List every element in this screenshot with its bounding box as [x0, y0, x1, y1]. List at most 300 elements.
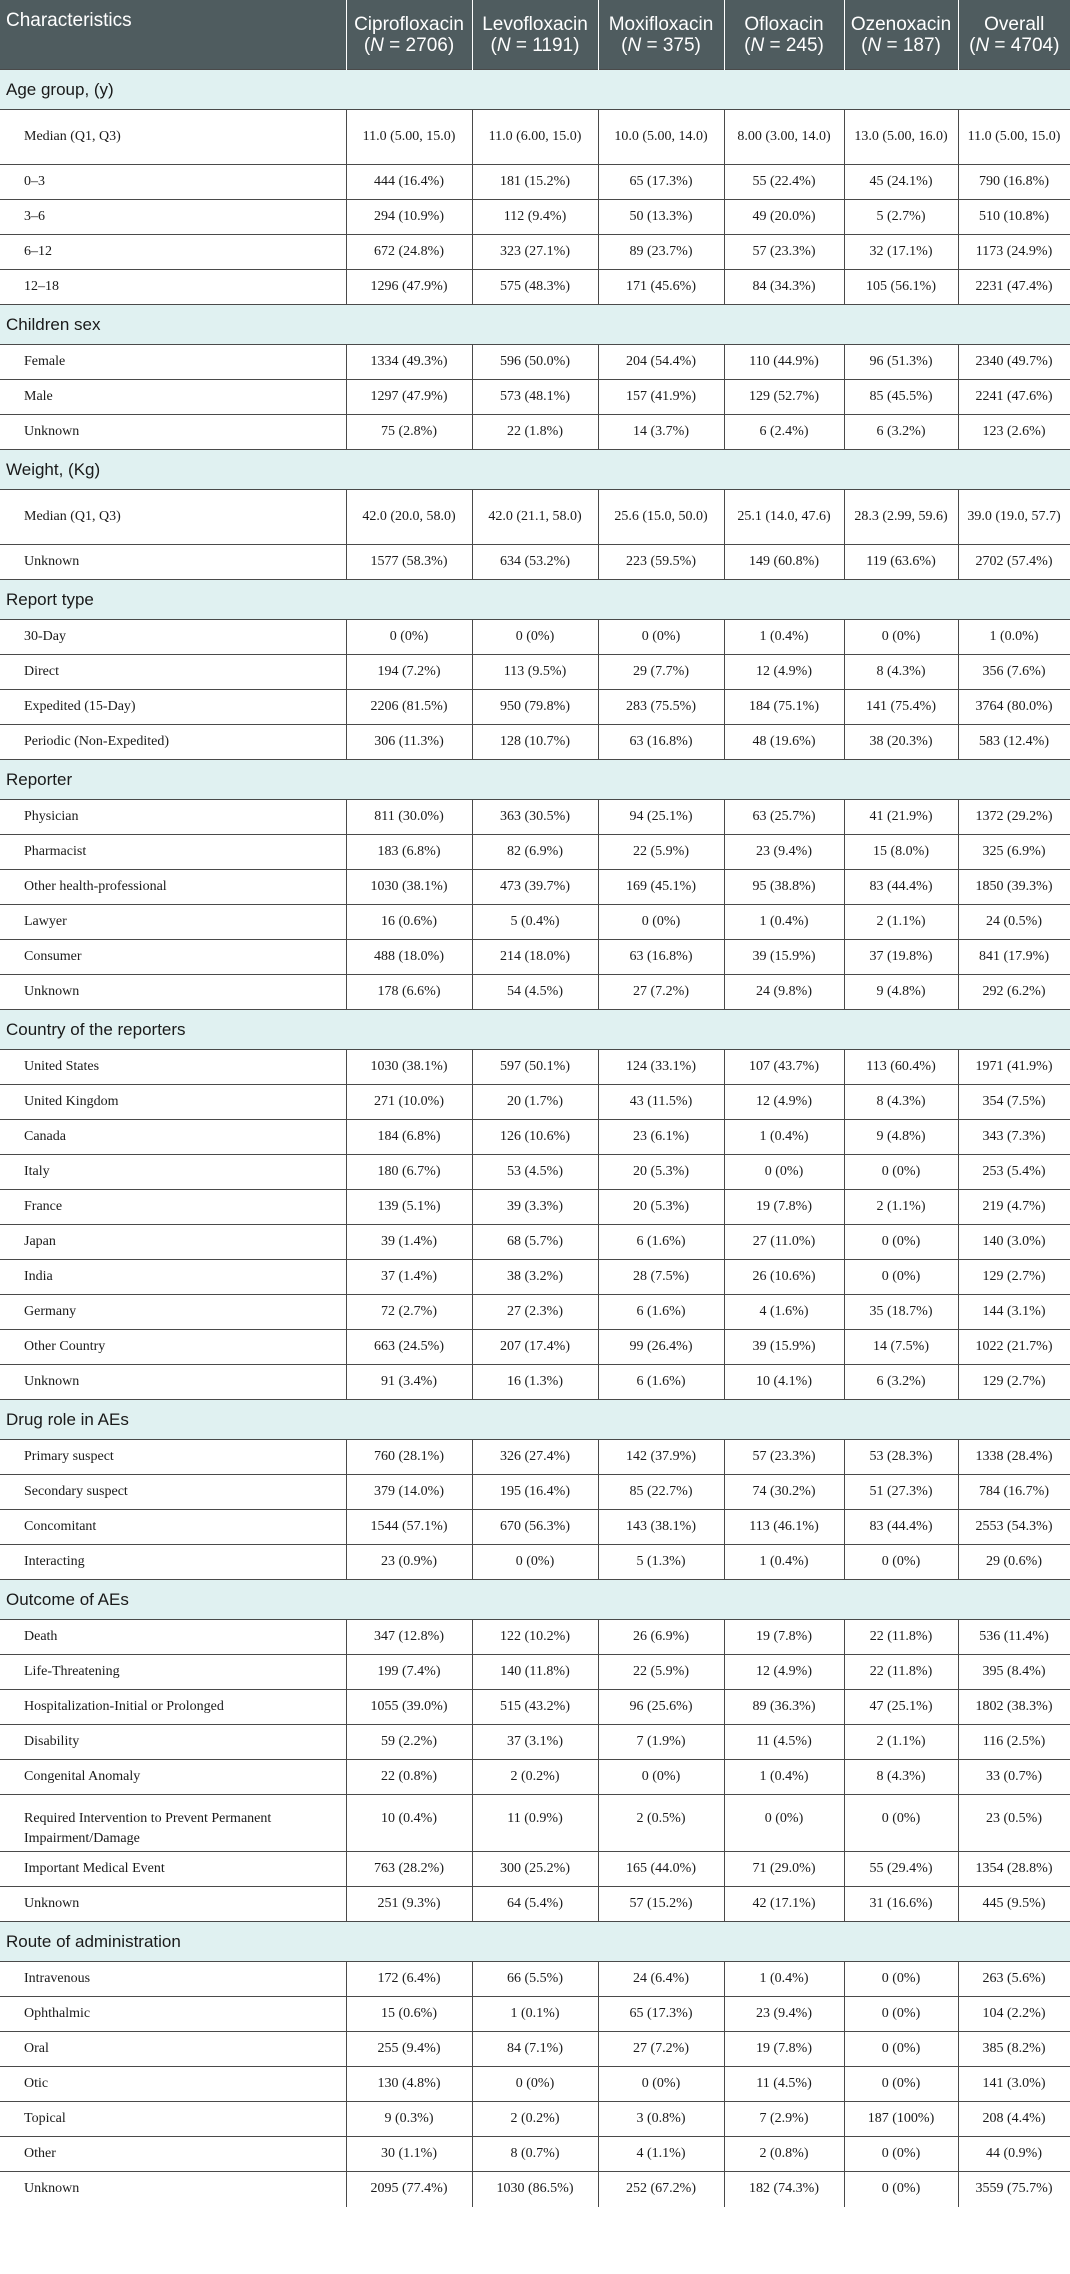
table-row	[0, 490, 1070, 545]
table-cell: 42.0 (20.0, 58.0)	[346, 490, 472, 545]
table-cell: 1022 (21.7%)	[958, 1330, 1070, 1365]
row-label: Median (Q1, Q3)	[0, 110, 346, 165]
table-cell: 0 (0%)	[472, 1545, 598, 1580]
table-cell: 2 (0.2%)	[472, 1760, 598, 1795]
table-cell: 1577 (58.3%)	[346, 545, 472, 580]
table-row	[0, 1620, 1070, 1655]
table-cell: 841 (17.9%)	[958, 940, 1070, 975]
row-label: Ophthalmic	[0, 1997, 346, 2032]
table-cell: 2 (1.1%)	[844, 905, 958, 940]
table-cell: 11.0 (5.00, 15.0)	[346, 110, 472, 165]
table-cell: 129 (52.7%)	[724, 380, 844, 415]
table-cell: 811 (30.0%)	[346, 800, 472, 835]
table-cell: 575 (48.3%)	[472, 270, 598, 305]
table-cell: 126 (10.6%)	[472, 1120, 598, 1155]
header-drug-name: Overall	[984, 13, 1045, 35]
table-cell: 9 (4.8%)	[844, 1120, 958, 1155]
row-label: Interacting	[0, 1545, 346, 1580]
section-title: Report type	[0, 580, 1070, 620]
table-cell: 950 (79.8%)	[472, 690, 598, 725]
table-cell: 149 (60.8%)	[724, 545, 844, 580]
table-cell: 5 (1.3%)	[598, 1545, 724, 1580]
header-drug-name: Levofloxacin	[482, 13, 588, 35]
table-cell: 670 (56.3%)	[472, 1510, 598, 1545]
table-cell: 2095 (77.4%)	[346, 2172, 472, 2207]
table-cell: 13.0 (5.00, 16.0)	[844, 110, 958, 165]
table-cell: 300 (25.2%)	[472, 1852, 598, 1887]
table-cell: 11.0 (5.00, 15.0)	[958, 110, 1070, 165]
table-cell: 63 (16.8%)	[598, 725, 724, 760]
table-row	[0, 545, 1070, 580]
table-row	[0, 235, 1070, 270]
table-cell: 20 (5.3%)	[598, 1190, 724, 1225]
row-label: Italy	[0, 1155, 346, 1190]
table-cell: 43 (11.5%)	[598, 1085, 724, 1120]
row-label: 30-Day	[0, 620, 346, 655]
header-column: Ozenoxacin (N = 187)	[844, 0, 958, 70]
table-cell: 22 (0.8%)	[346, 1760, 472, 1795]
table-cell: 6 (1.6%)	[598, 1295, 724, 1330]
table-cell: 55 (22.4%)	[724, 165, 844, 200]
table-row	[0, 1440, 1070, 1475]
table-row	[0, 725, 1070, 760]
table-cell: 1 (0.4%)	[724, 905, 844, 940]
section-header-row	[0, 1010, 1070, 1050]
table-cell: 11 (4.5%)	[724, 1725, 844, 1760]
table-cell: 1 (0.0%)	[958, 620, 1070, 655]
table-cell: 85 (22.7%)	[598, 1475, 724, 1510]
row-label: Lawyer	[0, 905, 346, 940]
table-cell: 379 (14.0%)	[346, 1475, 472, 1510]
table-cell: 0 (0%)	[844, 620, 958, 655]
row-label: India	[0, 1260, 346, 1295]
table-row	[0, 1725, 1070, 1760]
table-row	[0, 1795, 1070, 1852]
table-row	[0, 1545, 1070, 1580]
row-label: Disability	[0, 1725, 346, 1760]
table-cell: 663 (24.5%)	[346, 1330, 472, 1365]
table-cell: 6 (3.2%)	[844, 415, 958, 450]
header-characteristics: Characteristics	[0, 0, 346, 70]
header-n-value: = 4704)	[989, 34, 1060, 56]
table-cell: 27 (2.3%)	[472, 1295, 598, 1330]
table-cell: 0 (0%)	[724, 1155, 844, 1190]
table-cell: 96 (25.6%)	[598, 1690, 724, 1725]
table-cell: 25.1 (14.0, 47.6)	[724, 490, 844, 545]
header-n-value: = 2706)	[383, 34, 455, 56]
table-cell: 1544 (57.1%)	[346, 1510, 472, 1545]
table-cell: 113 (46.1%)	[724, 1510, 844, 1545]
table-cell: 207 (17.4%)	[472, 1330, 598, 1365]
table-cell: 128 (10.7%)	[472, 725, 598, 760]
table-cell: 84 (34.3%)	[724, 270, 844, 305]
table-cell: 347 (12.8%)	[346, 1620, 472, 1655]
table-cell: 140 (11.8%)	[472, 1655, 598, 1690]
table-cell: 1 (0.4%)	[724, 1962, 844, 1997]
table-cell: 8 (4.3%)	[844, 655, 958, 690]
table-cell: 2340 (49.7%)	[958, 345, 1070, 380]
table-cell: 672 (24.8%)	[346, 235, 472, 270]
table-cell: 8.00 (3.00, 14.0)	[724, 110, 844, 165]
table-header	[0, 0, 1070, 70]
row-label: Important Medical Event	[0, 1852, 346, 1887]
header-n-label: N	[975, 34, 990, 56]
table-cell: 2702 (57.4%)	[958, 545, 1070, 580]
table-cell: 180 (6.7%)	[346, 1155, 472, 1190]
table-cell: 510 (10.8%)	[958, 200, 1070, 235]
table-row	[0, 345, 1070, 380]
table-cell: 27 (7.2%)	[598, 975, 724, 1010]
table-cell: 1372 (29.2%)	[958, 800, 1070, 835]
table-cell: 790 (16.8%)	[958, 165, 1070, 200]
table-cell: 12 (4.9%)	[724, 655, 844, 690]
table-cell: 194 (7.2%)	[346, 655, 472, 690]
table-cell: 784 (16.7%)	[958, 1475, 1070, 1510]
row-label: Other	[0, 2137, 346, 2172]
table-cell: 1055 (39.0%)	[346, 1690, 472, 1725]
table-cell: 255 (9.4%)	[346, 2032, 472, 2067]
table-cell: 0 (0%)	[598, 905, 724, 940]
table-cell: 68 (5.7%)	[472, 1225, 598, 1260]
table-cell: 27 (11.0%)	[724, 1225, 844, 1260]
table-row	[0, 2172, 1070, 2207]
table-cell: 8 (0.7%)	[472, 2137, 598, 2172]
table-cell: 23 (0.9%)	[346, 1545, 472, 1580]
table-cell: 172 (6.4%)	[346, 1962, 472, 1997]
table-cell: 0 (0%)	[724, 1795, 844, 1852]
table-cell: 283 (75.5%)	[598, 690, 724, 725]
table-row	[0, 835, 1070, 870]
table-cell: 22 (11.8%)	[844, 1620, 958, 1655]
table-cell: 22 (5.9%)	[598, 835, 724, 870]
table-cell: 363 (30.5%)	[472, 800, 598, 835]
header-column: Levofloxacin (N = 1191)	[472, 0, 598, 70]
row-label: Pharmacist	[0, 835, 346, 870]
table-cell: 0 (0%)	[844, 2067, 958, 2102]
table-cell: 42 (17.1%)	[724, 1887, 844, 1922]
table-cell: 184 (75.1%)	[724, 690, 844, 725]
table-cell: 0 (0%)	[844, 1225, 958, 1260]
table-cell: 8 (4.3%)	[844, 1085, 958, 1120]
table-row	[0, 380, 1070, 415]
table-cell: 31 (16.6%)	[844, 1887, 958, 1922]
header-drug-name: Moxifloxacin	[608, 13, 714, 35]
table-cell: 91 (3.4%)	[346, 1365, 472, 1400]
table-cell: 634 (53.2%)	[472, 545, 598, 580]
table-cell: 23 (9.4%)	[724, 835, 844, 870]
table-cell: 39 (15.9%)	[724, 1330, 844, 1365]
row-label: Other Country	[0, 1330, 346, 1365]
table-cell: 53 (4.5%)	[472, 1155, 598, 1190]
header-n-label: N	[750, 34, 765, 56]
table-cell: 178 (6.6%)	[346, 975, 472, 1010]
table-cell: 37 (19.8%)	[844, 940, 958, 975]
table-cell: 23 (0.5%)	[958, 1795, 1070, 1852]
table-cell: 515 (43.2%)	[472, 1690, 598, 1725]
table-cell: 0 (0%)	[844, 1155, 958, 1190]
table-cell: 2231 (47.4%)	[958, 270, 1070, 305]
table-cell: 140 (3.0%)	[958, 1225, 1070, 1260]
table-cell: 122 (10.2%)	[472, 1620, 598, 1655]
header-drug-name: Ciprofloxacin	[354, 13, 464, 35]
table-cell: 1296 (47.9%)	[346, 270, 472, 305]
table-cell: 0 (0%)	[844, 2137, 958, 2172]
table-row	[0, 870, 1070, 905]
table-cell: 116 (2.5%)	[958, 1725, 1070, 1760]
table-cell: 214 (18.0%)	[472, 940, 598, 975]
table-cell: 7 (2.9%)	[724, 2102, 844, 2137]
table-cell: 124 (33.1%)	[598, 1050, 724, 1085]
table-cell: 113 (9.5%)	[472, 655, 598, 690]
table-cell: 10 (4.1%)	[724, 1365, 844, 1400]
table-cell: 22 (1.8%)	[472, 415, 598, 450]
table-cell: 84 (7.1%)	[472, 2032, 598, 2067]
table-row	[0, 1852, 1070, 1887]
table-cell: 49 (20.0%)	[724, 200, 844, 235]
table-cell: 323 (27.1%)	[472, 235, 598, 270]
table-cell: 0 (0%)	[472, 2067, 598, 2102]
table-cell: 6 (1.6%)	[598, 1365, 724, 1400]
table-cell: 144 (3.1%)	[958, 1295, 1070, 1330]
table-cell: 20 (1.7%)	[472, 1085, 598, 1120]
table-cell: 24 (0.5%)	[958, 905, 1070, 940]
table-cell: 15 (8.0%)	[844, 835, 958, 870]
table-cell: 130 (4.8%)	[346, 2067, 472, 2102]
row-label: Other health-professional	[0, 870, 346, 905]
table-cell: 165 (44.0%)	[598, 1852, 724, 1887]
table-row	[0, 1050, 1070, 1085]
row-label: Concomitant	[0, 1510, 346, 1545]
table-cell: 395 (8.4%)	[958, 1655, 1070, 1690]
table-cell: 141 (75.4%)	[844, 690, 958, 725]
table-cell: 9 (4.8%)	[844, 975, 958, 1010]
table-cell: 99 (26.4%)	[598, 1330, 724, 1365]
table-cell: 1297 (47.9%)	[346, 380, 472, 415]
table-cell: 12 (4.9%)	[724, 1085, 844, 1120]
table-cell: 74 (30.2%)	[724, 1475, 844, 1510]
row-label: United Kingdom	[0, 1085, 346, 1120]
table-cell: 19 (7.8%)	[724, 1190, 844, 1225]
section-title: Drug role in AEs	[0, 1400, 1070, 1440]
table-cell: 1030 (86.5%)	[472, 2172, 598, 2207]
table-cell: 94 (25.1%)	[598, 800, 724, 835]
table-cell: 5 (2.7%)	[844, 200, 958, 235]
table-cell: 57 (23.3%)	[724, 235, 844, 270]
table-cell: 294 (10.9%)	[346, 200, 472, 235]
header-column: Ofloxacin (N = 245)	[724, 0, 844, 70]
row-label: Germany	[0, 1295, 346, 1330]
table-cell: 4 (1.6%)	[724, 1295, 844, 1330]
row-label: Life-Threatening	[0, 1655, 346, 1690]
row-label: Expedited (15-Day)	[0, 690, 346, 725]
table-cell: 82 (6.9%)	[472, 835, 598, 870]
row-label: Death	[0, 1620, 346, 1655]
table-cell: 113 (60.4%)	[844, 1050, 958, 1085]
table-row	[0, 1085, 1070, 1120]
row-label: Oral	[0, 2032, 346, 2067]
table-cell: 183 (6.8%)	[346, 835, 472, 870]
table-cell: 325 (6.9%)	[958, 835, 1070, 870]
table-cell: 204 (54.4%)	[598, 345, 724, 380]
section-header-row	[0, 580, 1070, 620]
table-cell: 251 (9.3%)	[346, 1887, 472, 1922]
table-cell: 15 (0.6%)	[346, 1997, 472, 2032]
header-n-value: = 375)	[641, 34, 701, 56]
table-cell: 1971 (41.9%)	[958, 1050, 1070, 1085]
table-cell: 22 (5.9%)	[598, 1655, 724, 1690]
table-cell: 50 (13.3%)	[598, 200, 724, 235]
table-cell: 123 (2.6%)	[958, 415, 1070, 450]
table-cell: 1 (0.4%)	[724, 620, 844, 655]
table-cell: 55 (29.4%)	[844, 1852, 958, 1887]
table-row	[0, 270, 1070, 305]
table-cell: 71 (29.0%)	[724, 1852, 844, 1887]
table-cell: 763 (28.2%)	[346, 1852, 472, 1887]
table-cell: 19 (7.8%)	[724, 2032, 844, 2067]
section-title: Reporter	[0, 760, 1070, 800]
row-label: Intravenous	[0, 1962, 346, 1997]
header-n-value: = 245)	[764, 34, 824, 56]
table-cell: 38 (20.3%)	[844, 725, 958, 760]
table-cell: 129 (2.7%)	[958, 1365, 1070, 1400]
row-label: Periodic (Non-Expedited)	[0, 725, 346, 760]
table-cell: 2 (1.1%)	[844, 1190, 958, 1225]
row-label: Canada	[0, 1120, 346, 1155]
table-cell: 2 (0.8%)	[724, 2137, 844, 2172]
table-cell: 219 (4.7%)	[958, 1190, 1070, 1225]
table-cell: 54 (4.5%)	[472, 975, 598, 1010]
section-header-row	[0, 70, 1070, 110]
table-cell: 5 (0.4%)	[472, 905, 598, 940]
table-row	[0, 940, 1070, 975]
row-label: Unknown	[0, 1887, 346, 1922]
table-cell: 29 (0.6%)	[958, 1545, 1070, 1580]
table-cell: 57 (15.2%)	[598, 1887, 724, 1922]
header-drug-name: Ofloxacin	[744, 13, 824, 35]
table-cell: 16 (0.6%)	[346, 905, 472, 940]
table-cell: 3559 (75.7%)	[958, 2172, 1070, 2207]
table-row	[0, 1760, 1070, 1795]
header-n-label: N	[867, 34, 882, 56]
section-header-row	[0, 760, 1070, 800]
table-cell: 169 (45.1%)	[598, 870, 724, 905]
table-cell: 184 (6.8%)	[346, 1120, 472, 1155]
row-label: Female	[0, 345, 346, 380]
row-label: Unknown	[0, 975, 346, 1010]
table-cell: 11 (4.5%)	[724, 2067, 844, 2102]
table-row	[0, 1510, 1070, 1545]
section-title: Outcome of AEs	[0, 1580, 1070, 1620]
table-cell: 292 (6.2%)	[958, 975, 1070, 1010]
table-cell: 0 (0%)	[844, 2032, 958, 2067]
table-cell: 488 (18.0%)	[346, 940, 472, 975]
table-row	[0, 800, 1070, 835]
table-cell: 0 (0%)	[346, 620, 472, 655]
table-cell: 85 (45.5%)	[844, 380, 958, 415]
table-cell: 2206 (81.5%)	[346, 690, 472, 725]
table-row	[0, 1655, 1070, 1690]
table-cell: 6 (1.6%)	[598, 1225, 724, 1260]
table-cell: 32 (17.1%)	[844, 235, 958, 270]
table-cell: 63 (25.7%)	[724, 800, 844, 835]
row-label: France	[0, 1190, 346, 1225]
row-label: Unknown	[0, 1365, 346, 1400]
table-cell: 253 (5.4%)	[958, 1155, 1070, 1190]
table-cell: 1030 (38.1%)	[346, 1050, 472, 1085]
table-cell: 9 (0.3%)	[346, 2102, 472, 2137]
row-label: Male	[0, 380, 346, 415]
table-cell: 1 (0.4%)	[724, 1545, 844, 1580]
table-cell: 11.0 (6.00, 15.0)	[472, 110, 598, 165]
table-cell: 326 (27.4%)	[472, 1440, 598, 1475]
table-row	[0, 2102, 1070, 2137]
section-header-row	[0, 450, 1070, 490]
table-cell: 143 (38.1%)	[598, 1510, 724, 1545]
row-label: Congenital Anomaly	[0, 1760, 346, 1795]
table-cell: 223 (59.5%)	[598, 545, 724, 580]
table-cell: 89 (23.7%)	[598, 235, 724, 270]
table-cell: 1802 (38.3%)	[958, 1690, 1070, 1725]
table-cell: 26 (10.6%)	[724, 1260, 844, 1295]
section-title: Children sex	[0, 305, 1070, 345]
table-row	[0, 1997, 1070, 2032]
table-cell: 0 (0%)	[472, 620, 598, 655]
table-cell: 139 (5.1%)	[346, 1190, 472, 1225]
table-cell: 39.0 (19.0, 57.7)	[958, 490, 1070, 545]
table-cell: 596 (50.0%)	[472, 345, 598, 380]
table-cell: 83 (44.4%)	[844, 870, 958, 905]
table-cell: 0 (0%)	[844, 1795, 958, 1852]
table-row	[0, 1295, 1070, 1330]
table-cell: 29 (7.7%)	[598, 655, 724, 690]
row-label: Physician	[0, 800, 346, 835]
table-cell: 22 (11.8%)	[844, 1655, 958, 1690]
table-cell: 51 (27.3%)	[844, 1475, 958, 1510]
table-cell: 104 (2.2%)	[958, 1997, 1070, 2032]
row-label: 3–6	[0, 200, 346, 235]
table-row	[0, 2032, 1070, 2067]
table-cell: 96 (51.3%)	[844, 345, 958, 380]
row-label: Direct	[0, 655, 346, 690]
table-cell: 263 (5.6%)	[958, 1962, 1070, 1997]
table-cell: 445 (9.5%)	[958, 1887, 1070, 1922]
table-cell: 59 (2.2%)	[346, 1725, 472, 1760]
header-n-label: N	[627, 34, 642, 56]
table-cell: 25.6 (15.0, 50.0)	[598, 490, 724, 545]
table-cell: 208 (4.4%)	[958, 2102, 1070, 2137]
table-cell: 3764 (80.0%)	[958, 690, 1070, 725]
table-row	[0, 2137, 1070, 2172]
table-cell: 23 (9.4%)	[724, 1997, 844, 2032]
table-row	[0, 1330, 1070, 1365]
table-cell: 110 (44.9%)	[724, 345, 844, 380]
table-cell: 48 (19.6%)	[724, 725, 844, 760]
table-cell: 28.3 (2.99, 59.6)	[844, 490, 958, 545]
table-cell: 89 (36.3%)	[724, 1690, 844, 1725]
section-title: Weight, (Kg)	[0, 450, 1070, 490]
table-cell: 26 (6.9%)	[598, 1620, 724, 1655]
header-drug-name: Ozenoxacin	[850, 13, 952, 35]
header-n-value: = 1191)	[510, 34, 580, 56]
table-row	[0, 200, 1070, 235]
table-row	[0, 1120, 1070, 1155]
table-row	[0, 655, 1070, 690]
table-row	[0, 975, 1070, 1010]
table-cell: 28 (7.5%)	[598, 1260, 724, 1295]
table-cell: 473 (39.7%)	[472, 870, 598, 905]
table-cell: 14 (7.5%)	[844, 1330, 958, 1365]
row-label: Unknown	[0, 545, 346, 580]
